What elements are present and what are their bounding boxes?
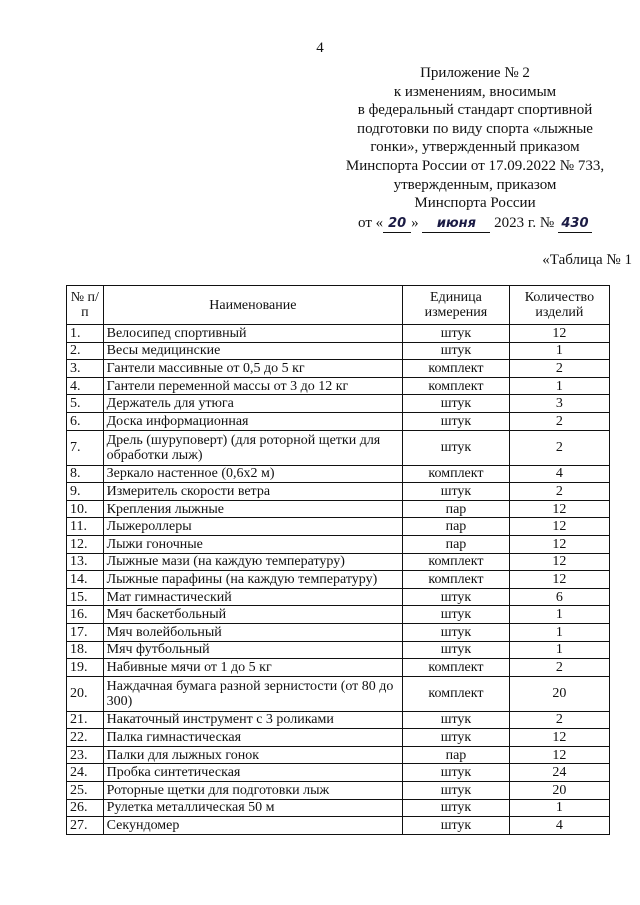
table-row [67, 325, 610, 343]
cell-number: 8. [67, 465, 104, 483]
cell-number: 10. [67, 500, 104, 518]
cell-name: Лыжные мази (на каждую температуру) [103, 553, 403, 571]
cell-number: 16. [67, 606, 104, 624]
header-quantity: Количество изделий [509, 286, 609, 325]
cell-quantity: 2 [509, 711, 609, 729]
table-row [67, 412, 610, 430]
cell-unit: штук [403, 623, 510, 641]
header-name: Наименование [103, 286, 403, 325]
cell-number: 18. [67, 641, 104, 659]
table-row [67, 676, 610, 711]
cell-unit: штук [403, 711, 510, 729]
cell-number: 4. [67, 377, 104, 395]
table-row [67, 342, 610, 360]
approval-line: утвержденным, приказом [393, 176, 557, 193]
cell-number: 17. [67, 623, 104, 641]
handwritten-month: июня [422, 216, 490, 233]
handwritten-order-number: 430 [558, 216, 592, 233]
cell-quantity: 1 [509, 342, 609, 360]
cell-quantity: 12 [509, 729, 609, 747]
approval-line: гонки», утвержденный приказом [370, 139, 580, 156]
cell-quantity: 2 [509, 430, 609, 465]
cell-number: 21. [67, 711, 104, 729]
cell-unit: штук [403, 483, 510, 501]
cell-name: Мяч баскетбольный [103, 606, 403, 624]
cell-name: Палки для лыжных гонок [103, 746, 403, 764]
cell-name: Секундомер [103, 817, 403, 835]
cell-name: Измеритель скорости ветра [103, 483, 403, 501]
cell-name: Рулетка металлическая 50 м [103, 799, 403, 817]
table-row [67, 518, 610, 536]
cell-unit: штук [403, 342, 510, 360]
cell-quantity: 2 [509, 483, 609, 501]
cell-number: 9. [67, 483, 104, 501]
date-mid: » [411, 214, 419, 231]
cell-quantity: 12 [509, 553, 609, 571]
table-row [67, 553, 610, 571]
cell-name: Весы медицинские [103, 342, 403, 360]
table-row [67, 729, 610, 747]
cell-number: 6. [67, 412, 104, 430]
cell-quantity: 1 [509, 606, 609, 624]
table-row [67, 641, 610, 659]
cell-name: Палка гимнастическая [103, 729, 403, 747]
cell-name: Крепления лыжные [103, 500, 403, 518]
cell-quantity: 3 [509, 395, 609, 413]
cell-quantity: 2 [509, 659, 609, 677]
table-row [67, 395, 610, 413]
approval-line: в федеральный стандарт спортивной [357, 102, 593, 119]
cell-quantity: 4 [509, 465, 609, 483]
table-row [67, 483, 610, 501]
cell-number: 27. [67, 817, 104, 835]
cell-name: Зеркало настенное (0,6х2 м) [103, 465, 403, 483]
cell-number: 14. [67, 571, 104, 589]
cell-unit: пар [403, 500, 510, 518]
cell-unit: штук [403, 799, 510, 817]
approval-line: Минспорта России [414, 195, 536, 212]
cell-number: 7. [67, 430, 104, 465]
table-row [67, 360, 610, 378]
date-year: 2023 г. № [494, 214, 555, 231]
cell-unit: комплект [403, 676, 510, 711]
cell-number: 5. [67, 395, 104, 413]
table-row [67, 711, 610, 729]
cell-unit: комплект [403, 571, 510, 589]
approval-line: Приложение № 2 [420, 65, 530, 81]
cell-number: 24. [67, 764, 104, 782]
cell-quantity: 1 [509, 799, 609, 817]
table-row [67, 746, 610, 764]
table-row [67, 764, 610, 782]
cell-name: Держатель для утюга [103, 395, 403, 413]
table-row [67, 606, 610, 624]
cell-number: 25. [67, 782, 104, 800]
cell-quantity: 1 [509, 641, 609, 659]
cell-number: 2. [67, 342, 104, 360]
table-row [67, 623, 610, 641]
cell-name: Роторные щетки для подготовки лыж [103, 782, 403, 800]
cell-name: Мяч футбольный [103, 641, 403, 659]
approval-line: Минспорта России от 17.09.2022 № 733, [345, 157, 605, 174]
cell-number: 1. [67, 325, 104, 343]
table-row [67, 571, 610, 589]
cell-name: Гантели переменной массы от 3 до 12 кг [103, 377, 403, 395]
equipment-table [66, 285, 610, 835]
cell-number: 12. [67, 535, 104, 553]
cell-quantity: 6 [509, 588, 609, 606]
table-row [67, 465, 610, 483]
cell-unit: штук [403, 764, 510, 782]
table-row [67, 782, 610, 800]
handwritten-day: 20 [383, 216, 411, 233]
header-number: № п/п [67, 286, 104, 325]
cell-unit: комплект [403, 659, 510, 677]
cell-name: Мяч волейбольный [103, 623, 403, 641]
cell-unit: штук [403, 817, 510, 835]
table-row [67, 500, 610, 518]
cell-quantity: 12 [509, 571, 609, 589]
cell-unit: штук [403, 729, 510, 747]
cell-unit: комплект [403, 465, 510, 483]
cell-number: 22. [67, 729, 104, 747]
table-row [67, 659, 610, 677]
table-header-row [67, 286, 610, 325]
cell-quantity: 12 [509, 500, 609, 518]
cell-unit: штук [403, 412, 510, 430]
cell-name: Лыжные парафины (на каждую температуру) [103, 571, 403, 589]
cell-name: Гантели массивные от 0,5 до 5 кг [103, 360, 403, 378]
cell-unit: штук [403, 606, 510, 624]
table-row [67, 535, 610, 553]
cell-number: 20. [67, 676, 104, 711]
cell-quantity: 4 [509, 817, 609, 835]
table-caption: «Таблица № 1 [542, 252, 632, 268]
cell-number: 19. [67, 659, 104, 677]
cell-name: Лыжи гоночные [103, 535, 403, 553]
approval-line: подготовки по виду спорта «лыжные [357, 120, 593, 137]
cell-name: Мат гимнастический [103, 588, 403, 606]
cell-unit: штук [403, 782, 510, 800]
date-prefix: от « [358, 214, 384, 231]
cell-number: 23. [67, 746, 104, 764]
cell-quantity: 24 [509, 764, 609, 782]
table-row [67, 430, 610, 465]
cell-unit: пар [403, 746, 510, 764]
cell-name: Доска информационная [103, 412, 403, 430]
cell-unit: комплект [403, 360, 510, 378]
table-row [67, 817, 610, 835]
cell-quantity: 2 [509, 360, 609, 378]
cell-name: Наждачная бумага разной зернистости (от 80 до 300) [103, 676, 403, 711]
table-body [67, 325, 610, 835]
cell-quantity: 12 [509, 746, 609, 764]
cell-name: Пробка синтетическая [103, 764, 403, 782]
cell-unit: штук [403, 430, 510, 465]
cell-quantity: 1 [509, 623, 609, 641]
approval-date-line [330, 214, 620, 233]
cell-name: Дрель (шуруповерт) (для роторной щетки для обработки лыж) [103, 430, 403, 465]
table-row [67, 799, 610, 817]
cell-name: Накаточный инструмент с 3 роликами [103, 711, 403, 729]
cell-number: 15. [67, 588, 104, 606]
cell-quantity: 12 [509, 518, 609, 536]
cell-number: 3. [67, 360, 104, 378]
cell-number: 13. [67, 553, 104, 571]
table-row [67, 377, 610, 395]
cell-name: Набивные мячи от 1 до 5 кг [103, 659, 403, 677]
cell-unit: штук [403, 325, 510, 343]
cell-quantity: 12 [509, 325, 609, 343]
cell-quantity: 2 [509, 412, 609, 430]
cell-name: Лыжероллеры [103, 518, 403, 536]
approval-block [330, 64, 620, 233]
cell-quantity: 1 [509, 377, 609, 395]
cell-quantity: 20 [509, 676, 609, 711]
cell-unit: комплект [403, 553, 510, 571]
cell-unit: комплект [403, 377, 510, 395]
cell-unit: пар [403, 518, 510, 536]
cell-quantity: 20 [509, 782, 609, 800]
approval-line: к изменениям, вносимым [393, 83, 557, 100]
cell-number: 26. [67, 799, 104, 817]
cell-unit: штук [403, 641, 510, 659]
cell-unit: пар [403, 535, 510, 553]
cell-unit: штук [403, 588, 510, 606]
cell-quantity: 12 [509, 535, 609, 553]
cell-unit: штук [403, 395, 510, 413]
cell-number: 11. [67, 518, 104, 536]
cell-name: Велосипед спортивный [103, 325, 403, 343]
header-unit: Единица измерения [403, 286, 510, 325]
table-row [67, 588, 610, 606]
page-number: 4 [316, 40, 324, 56]
